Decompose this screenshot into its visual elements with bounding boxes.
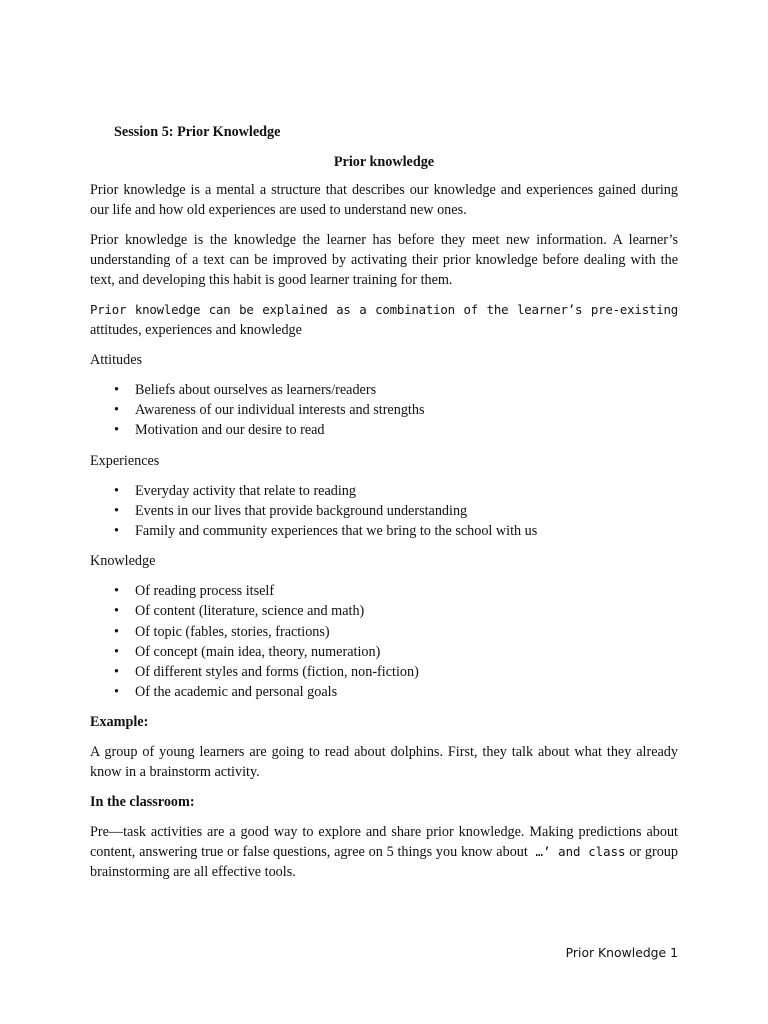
list-item: • Of different styles and forms (fiction, non-fiction) <box>90 662 678 682</box>
page-footer: Prior Knowledge 1 <box>565 945 678 960</box>
experiences-list <box>90 481 678 542</box>
list-item: • Of topic (fables, stories, fractions) <box>90 622 678 642</box>
list-item: • Everyday activity that relate to reading <box>90 481 678 501</box>
paragraph-combination <box>90 300 678 340</box>
classroom-text-start: Pre—task activities are a good way to explore and share prior knowledge. Making predictions about content, answering true or false questions, agree on 5 things you know about <box>90 824 678 861</box>
session-title: Session 5: Prior Knowledge <box>114 124 281 140</box>
list-item: • Events in our lives that provide background understanding <box>90 501 678 521</box>
paragraph-definition: Prior knowledge is a mental a structure that describes our knowledge and experiences gained during our life and how old experiences are used to understand new ones. <box>90 182 678 218</box>
classroom-text-mono: …’ and class <box>527 844 626 860</box>
list-item: • Of the academic and personal goals <box>90 682 678 702</box>
knowledge-list <box>90 581 678 702</box>
list-item: • Of concept (main idea, theory, numeration) <box>90 642 678 662</box>
section-label-experiences: Experiences <box>90 452 160 469</box>
paragraph-combination-tail: attitudes, experiences and knowledge <box>90 322 302 338</box>
list-item: • Of content (literature, science and math) <box>90 601 678 621</box>
example-text: A group of young learners are going to read about dolphins. First, they talk about what they already know in a brainstorm activity. <box>90 744 678 781</box>
classroom-text-end: or group brainstorming are all effective tools. <box>90 844 678 881</box>
example-label: Example: <box>90 714 149 731</box>
list-item: • Family and community experiences that we bring to the school with us <box>90 521 678 541</box>
section-label-knowledge: Knowledge <box>90 553 156 570</box>
classroom-text <box>90 822 678 882</box>
list-item: • Motivation and our desire to read <box>90 420 678 440</box>
page-heading: Prior knowledge <box>333 154 435 170</box>
document-body <box>90 180 678 892</box>
classroom-label: In the classroom: <box>90 794 195 811</box>
paragraph-combination-mono: Prior knowledge can be explained as a combination of the learner’s pre-existing <box>90 302 678 317</box>
list-item: • Beliefs about ourselves as learners/readers <box>90 380 678 400</box>
list-item: • Awareness of our individual interests and strengths <box>90 400 678 420</box>
attitudes-list <box>90 380 678 441</box>
section-label-attitudes: Attitudes <box>90 352 143 368</box>
paragraph-learner: Prior knowledge is the knowledge the learner has before they meet new information. A learner’s understanding of a text can be improved by activating their prior knowledge before dealing with the text, and developing this habit is good learner training for them. <box>90 232 678 288</box>
list-item: • Of reading process itself <box>90 581 678 601</box>
